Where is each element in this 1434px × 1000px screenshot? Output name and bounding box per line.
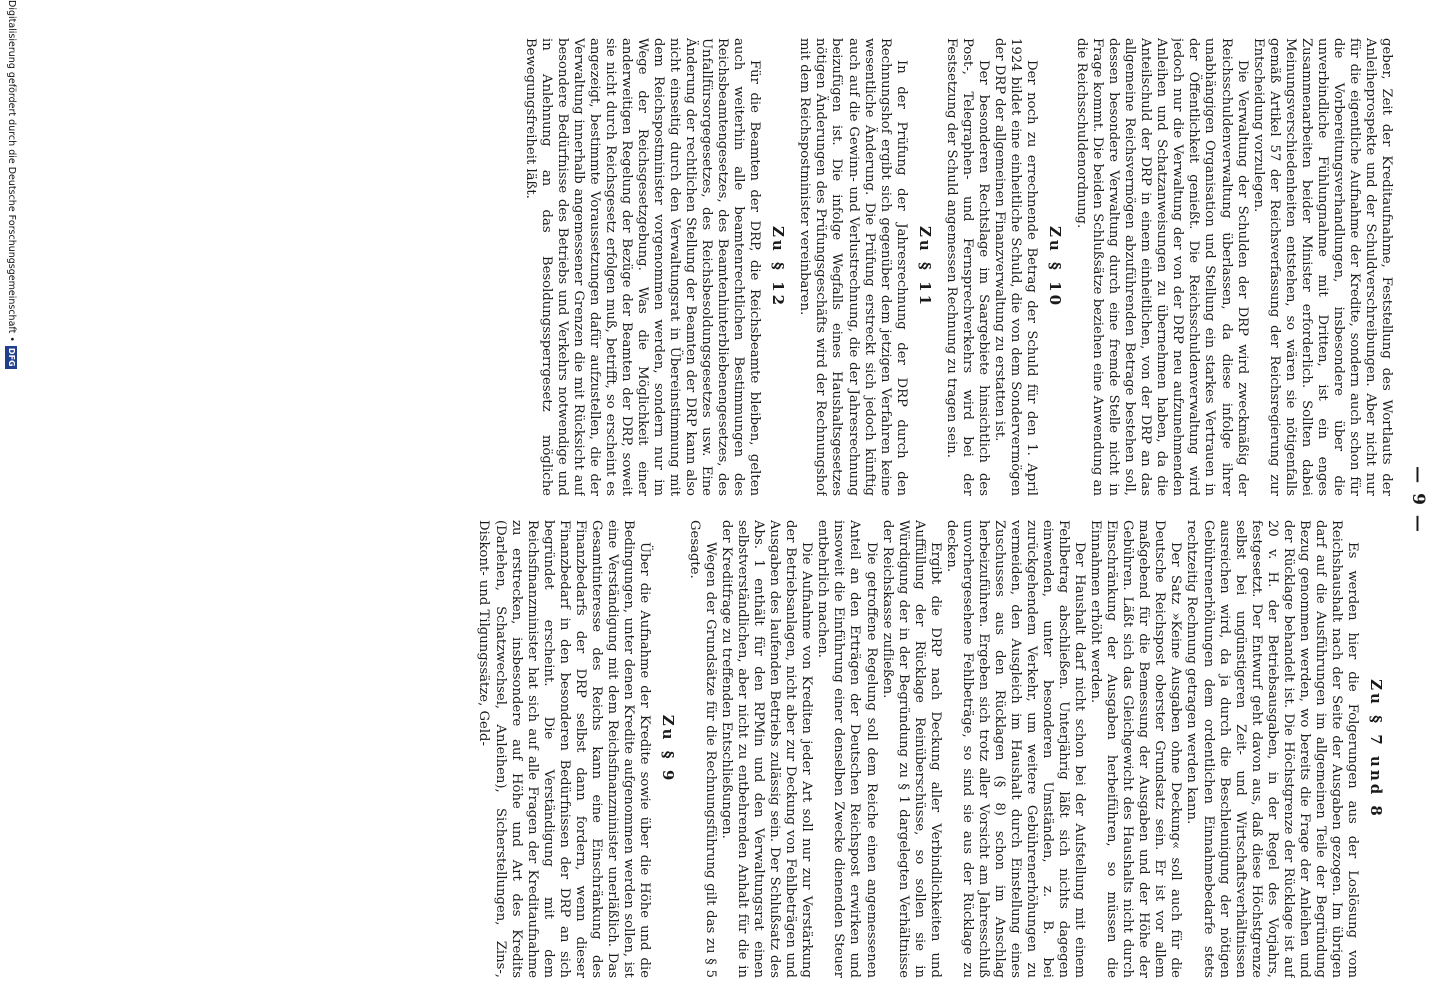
paragraph: Die Aufnahme von Krediten jeder Art soll nur zur Verstärkung der Betriebsanlagen, nicht aber zur Deckung von Fehlbeträgen und Ausgaben des laufenden Betriebs zulässig sein. Der Schlußsatz des Abs. 1 enthält für den RPMin und den Verwaltungsrat einen selbstverständlichen, aber nicht zu entbehrenden Anhalt für die in der Kreditfrage zu treffenden Entschließungen. — [719, 520, 815, 978]
paragraph: geber, Zeit der Kreditaufnahme, Feststellung des Wortlauts der Anleiheprospekte und der Schuldverschreibungen. Aber nicht nur für die eigentliche Aufnahme der Kredite, sondern auch schon für die Vorbereitungsverhandlungen, insbesondere über die unverbindliche Fühlungnahme mit Dritten, ist ein enges Zusammenarbeiten beider Minister erforderlich. Sollten dabei Meinungsverschiedenheiten entstehen, so wären sie nötigenfalls gemäß Artikel 57 der Reichsverfassung der Reichsregierung zur Entscheidung vorzulegen. — [1250, 38, 1394, 496]
paragraph: Der Haushalt darf nicht schon bei der Aufstellung mit einem Fehlbetrag abschließen. Unterjährig läßt sich nichts dagegen einwenden, unter besonderen Umständen, z. B. bei zurückgehendem Verkehr, um weitere Gebührenerhöhungen zu vermeiden, den Ausgleich im Haushalt durch Einstellung eines Zuschusses aus den Rücklagen (§ 8) schon im Anschlag herbeizuführen. Ergeben sich trotz aller Vorsicht am Jahresschluß unvorhergesehene Fehlbeträge, so sind sie aus der Rücklage zu decken. — [943, 520, 1088, 978]
paragraph: Die getroffene Regelung soll dem Reiche einen angemessenen Anteil an den Erträgen der Deutschen Reichspost erwirken und insoweit die Einführung einer denselben Zwecke dienenden Steuer entbehrlich machen. — [815, 520, 879, 978]
paragraph: Der Satz »Keine Ausgaben ohne Deckung« soll auch für die Deutsche Reichspost oberster Grundsatz sein. Er ist vor allem maßgebend für die Bemessung der Ausgaben und der Höhe der Gebühren. Läßt sich das Gleichgewicht des Haushalts nicht durch Einschränkung der Ausgaben herbeiführen, so müssen die Einnahmen erhöht werden. — [1088, 520, 1184, 978]
paragraph: Über die Aufnahme der Kredite sowie über die Höhe und die Bedingungen, unter denen Kredite aufgenommen werden sollen, ist eine Verständigung mit dem Reichsfinanzminister unerläßlich. Das Gesamtinteresse des Reichs kann eine Einschränkung des Finanzbedarfs der DRP selbst dann fordern, wenn dieser Finanzbedarf in den besonderen Bedürfnissen der DRP an sich begründet erscheint. Die Verständigung mit dem Reichsfinanzminister hat sich auf alle Fragen der Kreditaufnahme zu erstrecken, insbesondere auf Höhe und Art des Kredits (Darlehen, Schatzwechsel, Anleihen), Sicherstellungen, Zins-, Diskont- und Tilgungssätze, Geld- — [476, 520, 652, 978]
paragraph: Für die Beamten der DRP, die Reichsbeamte bleiben, gelten auch weiterhin alle beamtenrechtlichen Bestimmungen des Reichsbeamtengesetzes, des Beamtenhinterbliebenengesetzes, des Unfallfürsorgegesetzes, des Reichsbesoldungsgesetzes usw. Eine Änderung der rechtlichen Stellung der Beamten der DRP kann also nicht einseitig durch den Verwaltungsrat in Übereinstimmung mit dem Reichspostminister vorgenommen werden, sondern nur im Wege der Reichsgesetzgebung. Was die Möglichkeit einer anderweitigen Regelung der Bezüge der Beamten der DRP, soweit sie nicht durch Reichsgesetz erfolgen muß, betrifft, so erscheint es angezeigt, bestimmte Voraussetzungen dafür aufzustellen, die der Verwaltung innerhalb angemessener Grenzen die mit Rücksicht auf besondere Bedürfnisse des Betriebs und Verkehrs notwendige und in Anlehnung an das Besoldungssperrgesetz mögliche Bewegungsfreiheit läßt. — [522, 38, 763, 496]
section-heading-11: Zu § 11 — [915, 225, 934, 309]
paragraph: Ergibt die DRP nach Deckung aller Verbindlichkeiten und Auffüllung der Rücklage Reinüberschüsse, so sollen sie in Würdigung der in der Begründung zu § 1 dargelegten Verhältnisse der Reichskasse zufließen. — [879, 520, 943, 978]
paragraph: Der besonderen Rechtslage im Saargebiete hinsichtlich des Post-, Telegraphen- und Fernsprechverkehrs wird bei der Festsetzung der Schuld angemessen Rechnung zu tragen sein. — [943, 38, 991, 496]
paragraph: In der Prüfung der Jahresrechnung der DRP durch den Rechnungshof ergibt sich gegenüber dem jetzigen Verfahren keine wesentliche Änderung. Die Prüfung erstreckt sich jedoch künftig auch auf die Gewinn- und Verlustrechnung, die der Jahresrechnung beizufügen ist. Die infolge Wegfalls eines Haushaltsgesetzes nötigen Änderungen des Prüfungsgeschäfts wird der Rechnungshof mit dem Reichspostminister vereinbaren. — [797, 38, 909, 496]
paragraph: Der noch zu errechnende Betrag der Schuld für den 1. April 1924 bildet eine einheitliche Schuld, die von dem Sondervermögen der DRP der allgemeinen Finanzverwaltung zu erstatten ist. — [991, 38, 1040, 496]
paragraph: Es werden hier die Folgerungen aus der Loslösung vom Reichshaushalt nach der Seite der Ausgaben gezogen. Im übrigen darf auf die Ausführungen im allgemeinen Teile der Begründung Bezug genommen werden, wo bereits die Frage der Anleihen und der Rücklage behandelt ist. Die Höchstgrenze der Rücklage ist auf 20 v. H. der Betriebsausgaben, in der Regel des Vorjahrs, festgesetzt. Der Entwurf geht davon aus, daß diese Höchstgrenze selbst bei ungünstigeren Zeit- und Wirtschaftsverhältnissen ausreichen wird, da ja durch die Beschleunigung der nötigen Gebührenerhöhungen dem ordentlichen Einnahmebedarfe stets rechtzeitig Rechnung getragen werden kann. — [1184, 520, 1360, 978]
footer — [0, 0, 22, 1000]
section-heading-9: Zu § 9 — [658, 714, 677, 784]
credit-text: Digitalisierung gefördert durch die Deutsche Forschungsgemeinschaft • — [6, 0, 17, 342]
section-heading-12: Zu § 12 — [769, 225, 788, 309]
section-heading-10: Zu § 10 — [1046, 225, 1065, 309]
section-heading-7-8: Zu § 7 und 8 — [1367, 679, 1385, 819]
paragraph: Die Verwaltung der Schulden der DRP wird zweckmäßig der Reichsschuldenverwaltung überlassen, da diese infolge ihrer unabhängigen Organisation und Stellung ein starkes Vertrauen in der Öffentlichkeit genießt. Die Reichsschuldenverwaltung wird jedoch nur die Verwaltung der von der DRP neu aufzunehmenden Anleihen und Schatzanweisungen zu übernehmen haben, da die Anteilschuld der DRP in einem einheitlichen, von der DRP an das allgemeine Reichsvermögen abzuführenden Betrage bestehen soll, dessen besondere Verwaltung durch eine fremde Stelle nicht in Frage kommt. Die beiden Schlußsätze beziehen eine Anwendung an die Reichsschuldenordnung. — [1074, 38, 1250, 496]
page-number: — 9 — — [1408, 466, 1428, 534]
text-column-right — [94, 520, 1394, 978]
dfg-logo: DFG — [7, 347, 17, 367]
digitization-credit — [2, 0, 20, 1000]
text-column-left — [94, 38, 1394, 496]
paragraph: Wegen der Grundsätze für die Rechnungsführung gilt das zu § 5 Gesagte. — [687, 520, 719, 978]
